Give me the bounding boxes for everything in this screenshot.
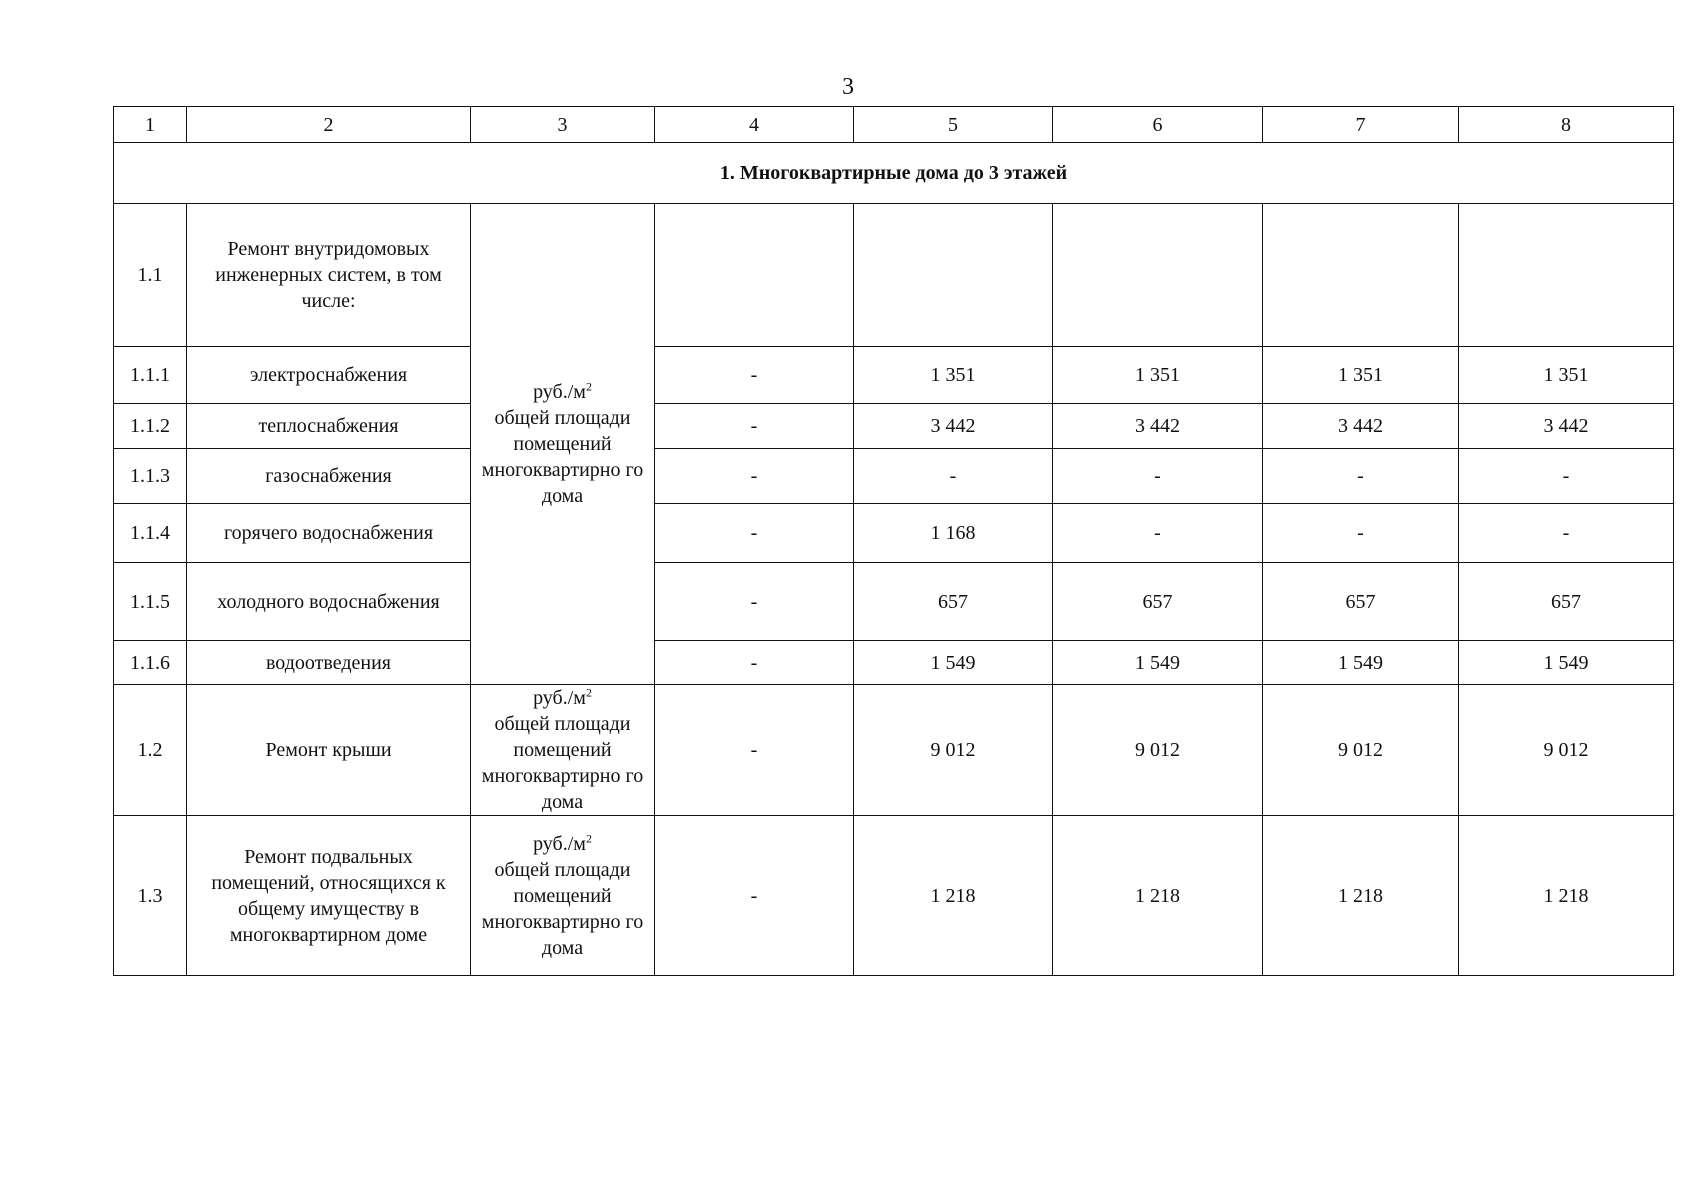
table-row: [114, 504, 1674, 563]
column-number: 1: [114, 107, 187, 143]
row-name: газоснабжения: [187, 449, 471, 504]
value-cell: 657: [1459, 563, 1674, 641]
value-cell: 1 549: [854, 641, 1053, 685]
value-cell: -: [854, 449, 1053, 504]
unit-text: общей площади помещений многоквартирно го дома: [481, 407, 644, 507]
unit-cell: [471, 204, 655, 685]
value-cell: [1053, 204, 1263, 347]
table-row: [114, 641, 1674, 685]
value-cell: 3 442: [1459, 404, 1674, 449]
row-number: 1.1.4: [114, 504, 187, 563]
row-name: Ремонт внутридомовых инженерных систем, в том числе:: [187, 204, 471, 347]
unit-sup: 2: [585, 379, 592, 394]
value-cell: -: [1459, 504, 1674, 563]
row-number: 1.1.2: [114, 404, 187, 449]
value-cell: -: [1053, 504, 1263, 563]
column-number: 5: [854, 107, 1053, 143]
row-name: горячего водоснабжения: [187, 504, 471, 563]
value-cell: 1 168: [854, 504, 1053, 563]
table-row: [114, 204, 1674, 347]
unit-text: общей площади помещений многоквартирно го дома: [481, 713, 644, 813]
value-cell: -: [1263, 449, 1459, 504]
value-cell: 1 218: [1459, 816, 1674, 976]
page-number: 3: [842, 74, 854, 100]
table-row: [114, 816, 1674, 976]
row-name: Ремонт крыши: [187, 685, 471, 816]
column-number: 7: [1263, 107, 1459, 143]
unit-cell: [471, 685, 655, 816]
unit-sup: 2: [585, 685, 592, 700]
value-cell: [854, 204, 1053, 347]
value-cell: -: [655, 504, 854, 563]
value-cell: 1 218: [1263, 816, 1459, 976]
value-cell: -: [655, 347, 854, 404]
value-cell: 1 549: [1263, 641, 1459, 685]
row-name: Ремонт подвальных помещений, относящихся к общему имуществу в многоквартирном доме: [187, 816, 471, 976]
value-cell: -: [655, 685, 854, 816]
table-row: [114, 347, 1674, 404]
row-number: 1.1.5: [114, 563, 187, 641]
row-name: холодного водоснабжения: [187, 563, 471, 641]
value-cell: 9 012: [1263, 685, 1459, 816]
row-number: 1.1.1: [114, 347, 187, 404]
value-cell: 9 012: [854, 685, 1053, 816]
value-cell: 657: [1263, 563, 1459, 641]
unit-sup: 2: [585, 830, 592, 845]
table-row: [114, 563, 1674, 641]
row-name: теплоснабжения: [187, 404, 471, 449]
column-number: 2: [187, 107, 471, 143]
row-number: 1.3: [114, 816, 187, 976]
table-row: [114, 404, 1674, 449]
value-cell: 1 218: [1053, 816, 1263, 976]
value-cell: 9 012: [1459, 685, 1674, 816]
row-number: 1.2: [114, 685, 187, 816]
value-cell: [1263, 204, 1459, 347]
value-cell: [1459, 204, 1674, 347]
unit-text: общей площади помещений многоквартирно го дома: [481, 858, 644, 959]
value-cell: 1 351: [854, 347, 1053, 404]
value-cell: 3 442: [1053, 404, 1263, 449]
row-number: 1.1.3: [114, 449, 187, 504]
value-cell: -: [1263, 504, 1459, 563]
value-cell: 9 012: [1053, 685, 1263, 816]
unit-cell: [471, 816, 655, 976]
unit-base: руб./м: [533, 687, 586, 709]
value-cell: 1 549: [1053, 641, 1263, 685]
row-number: 1.1: [114, 204, 187, 347]
value-cell: 1 351: [1053, 347, 1263, 404]
row-number: 1.1.6: [114, 641, 187, 685]
column-number: 6: [1053, 107, 1263, 143]
value-cell: -: [655, 816, 854, 976]
column-number: 4: [655, 107, 854, 143]
value-cell: 1 218: [854, 816, 1053, 976]
unit-base: руб./м: [533, 832, 586, 855]
value-cell: -: [655, 563, 854, 641]
table-row: [114, 449, 1674, 504]
value-cell: -: [1459, 449, 1674, 504]
row-name: электроснабжения: [187, 347, 471, 404]
value-cell: -: [655, 404, 854, 449]
unit-base: руб./м: [533, 381, 586, 403]
value-cell: 3 442: [1263, 404, 1459, 449]
column-number-row: [114, 107, 1674, 143]
table-row: [114, 685, 1674, 816]
column-number: 3: [471, 107, 655, 143]
value-cell: 657: [854, 563, 1053, 641]
value-cell: [655, 204, 854, 347]
value-cell: -: [1053, 449, 1263, 504]
row-name: водоотведения: [187, 641, 471, 685]
value-cell: 1 351: [1263, 347, 1459, 404]
value-cell: -: [655, 641, 854, 685]
section-row: [114, 143, 1674, 204]
value-cell: -: [655, 449, 854, 504]
value-cell: 657: [1053, 563, 1263, 641]
section-title: 1. Многоквартирные дома до 3 этажей: [114, 143, 1674, 204]
cost-table: [113, 106, 1674, 976]
value-cell: 1 549: [1459, 641, 1674, 685]
value-cell: 1 351: [1459, 347, 1674, 404]
value-cell: 3 442: [854, 404, 1053, 449]
column-number: 8: [1459, 107, 1674, 143]
